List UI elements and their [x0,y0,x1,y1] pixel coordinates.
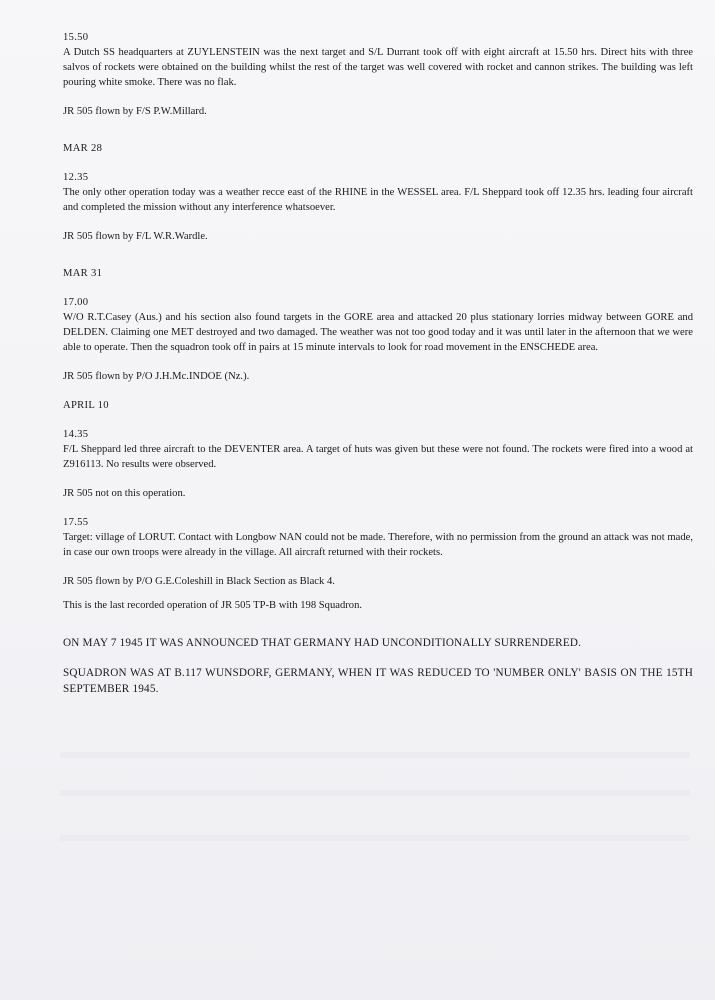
entry-1550 [63,30,693,119]
entry-time: 17.55 [63,517,89,528]
entry-flown-by: JR 505 flown by P/O J.H.Mc.INDOE (Nz.). [63,371,250,382]
document-body [63,30,693,697]
entry-text: F/L Sheppard led three aircraft to the DEVENTER area. A target of huts was given but these were not found. The rockets were fired into a wood at Z916113. No results were observed. [63,444,693,470]
entry-1235 [63,170,693,244]
entry-time: 12.35 [63,172,89,183]
show-through-mark [60,752,690,758]
surrender-announcement: ON MAY 7 1945 IT WAS ANNOUNCED THAT GERMANY HAD UNCONDITIONALLY SURRENDERED. [63,637,582,649]
entry-flown-by: JR 505 flown by F/S P.W.Millard. [63,106,207,117]
date-heading: MAR 31 [63,268,103,279]
show-through-mark [60,790,690,796]
entry-1700 [63,295,693,384]
show-through-mark [60,835,690,841]
entry-text: Target: village of LORUT. Contact with Longbow NAN could not be made. Therefore, with no permission from the ground an attack was not made, in case our own troops were already in the village. All aircraft returned with their rockets. [63,532,693,558]
entry-text: W/O R.T.Casey (Aus.) and his section also found targets in the GORE area and attacked 20 plus stationary lorries midway between GORE and DELDEN. Claiming one MET destroyed and two damaged. The weather was not too good today and it was until later in the afternoon that we were able to operate. Then the squadron took off in pairs at 15 minute intervals to look for road movement in the ENSCHEDE area. [63,312,693,353]
entry-flown-by: JR 505 flown by P/O G.E.Coleshill in Black Section as Black 4. [63,576,335,587]
date-heading: APRIL 10 [63,400,109,411]
squadron-reduced-note: SQUADRON WAS AT B.117 WUNSDORF, GERMANY, WHEN IT WAS REDUCED TO 'NUMBER ONLY' BASIS ON THE 15TH SEPTEMBER 1945. [63,667,693,695]
date-heading: MAR 28 [63,143,103,154]
entry-1755 [63,515,693,589]
entry-time: 14.35 [63,429,89,440]
entry-text: The only other operation today was a weather recce east of the RHINE in the WESSEL area. F/L Sheppard took off 12.35 hrs. leading four aircraft and completed the mission without any interference whatsoever. [63,187,693,213]
entry-time: 15.50 [63,32,89,43]
entry-time: 17.00 [63,297,89,308]
entry-flown-by: JR 505 not on this operation. [63,488,186,499]
last-operation-note: This is the last recorded operation of JR 505 TP-B with 198 Squadron. [63,600,363,611]
entry-text: A Dutch SS headquarters at ZUYLENSTEIN was the next target and S/L Durrant took off with eight aircraft at 15.50 hrs. Direct hits with three salvos of rockets were obtained on the building whilst the rest of the target was well covered with rocket and cannon strikes. The building was left pouring white smoke. There was no flak. [63,47,693,88]
entry-1435 [63,427,693,501]
entry-flown-by: JR 505 flown by F/L W.R.Wardle. [63,231,208,242]
